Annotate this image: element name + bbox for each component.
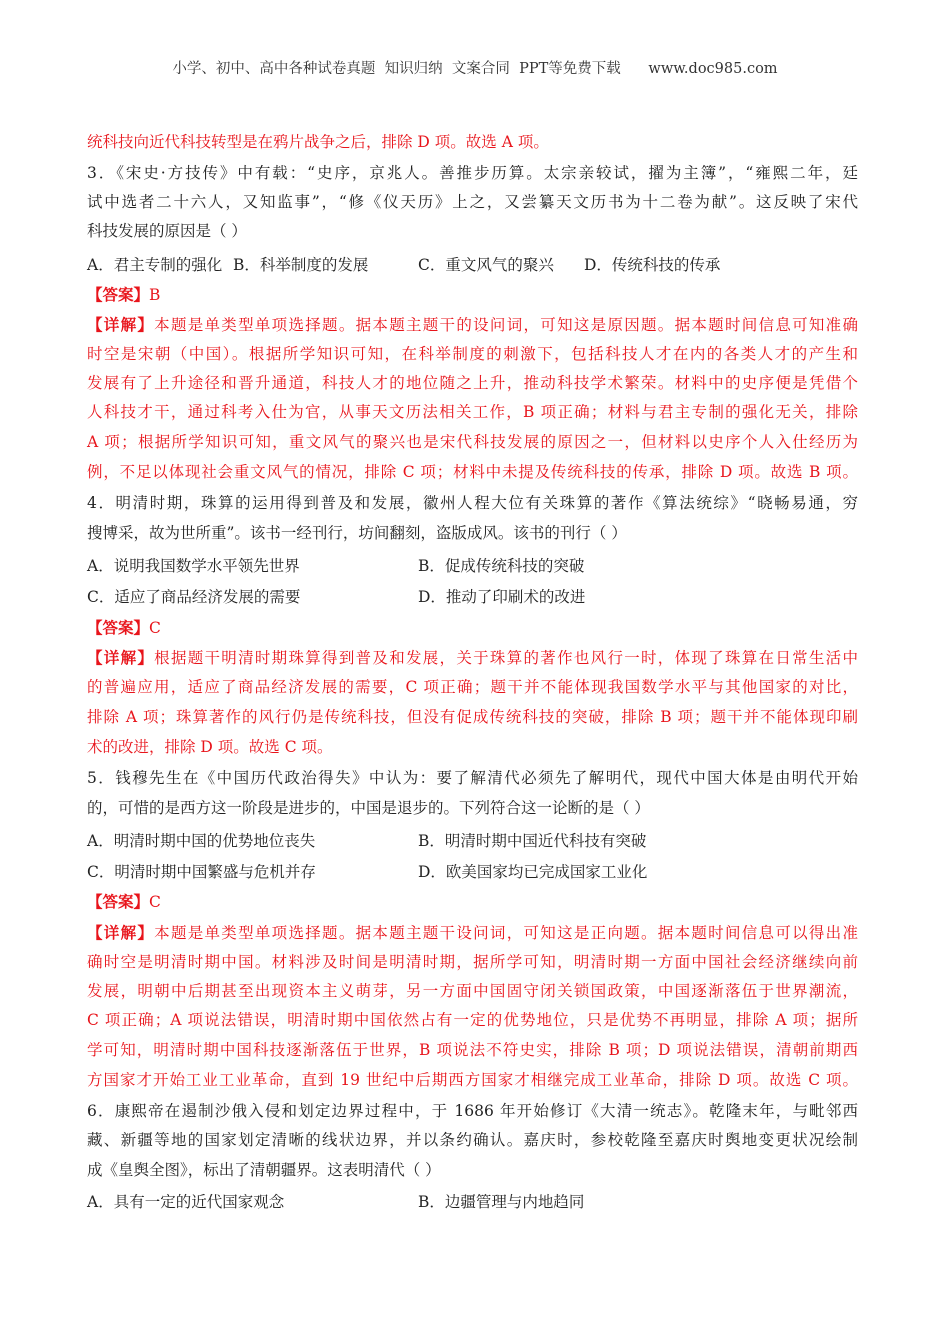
explanation-line — [87, 344, 858, 364]
option-b: D．推动了印刷术的改进 — [418, 588, 586, 606]
line-text: 学可知，明清时期中国科技逐渐落伍于世界，B 项说法不符史实，排除 B 项；D 项说法错误，清朝前期西 — [87, 1041, 858, 1059]
option-a: C．明清时期中国繁盛与危机并存 — [87, 863, 316, 881]
explanation-line — [87, 707, 858, 727]
question-line — [87, 768, 858, 788]
line-text: 发展有了上升途径和晋升通道，科技人才的地位随之上升，推动科技学术繁荣。材料中的史序便是凭借个 — [87, 374, 858, 392]
option-c: C．重文风气的聚兴 — [418, 256, 554, 274]
line-text: 方国家才开始工业工业革命，直到 19 世纪中后期西方国家才相继完成工业革命，排除 D 项。故选 C 项。 — [87, 1071, 858, 1089]
answer-line — [87, 892, 858, 912]
option-b: B．边疆管理与内地趋同 — [418, 1193, 585, 1211]
question-line — [87, 1160, 858, 1180]
page-header: 小学、初中、高中各种试卷真题 知识归纳 文案合同 PPT等免费下载 www.doc985.com — [172, 61, 778, 77]
question-line — [87, 192, 858, 212]
label-tag: 【详解】 — [87, 315, 155, 334]
question-line — [87, 221, 858, 241]
explanation-line — [87, 677, 858, 697]
explanation-line — [87, 132, 858, 152]
line-text: A 项；根据所学知识可知，重文风气的聚兴也是宋代科技发展的原因之一，但材料以史序个人入仕经历为 — [87, 433, 858, 451]
option-a: C．适应了商品经济发展的需要 — [87, 588, 301, 606]
line-text: 本题是单类型单项选择题。据本题主题干设问词，可知这是正向题。据本题时间信息可以得出准 — [154, 924, 858, 942]
line-text: 的普遍应用，适应了商品经济发展的需要，C 项正确；题干并不能体现我国数学水平与其他国家的对比， — [87, 678, 858, 696]
line-text: 统科技向近代科技转型是在鸦片战争之后，排除 D 项。故选 A 项。 — [87, 133, 549, 151]
line-text: 发展，明朝中后期甚至出现资本主义萌芽，另一方面中国固守闭关锁国政策，中国逐渐落伍于世界潮流， — [87, 982, 858, 1000]
line-text: 时空是宋朝（中国）。根据所学知识可知，在科举制度的刺激下，包括科技人才在内的各类人才的产生和 — [87, 345, 858, 363]
line-text: 3．《宋史·方技传》中有载：“史序，京兆人。善推步历算。太宗亲较试，擢为主簿”，“雍熙二年，廷 — [87, 164, 858, 182]
line-text: 4．明清时期，珠算的运用得到普及和发展，徽州人程大位有关珠算的著作《算法统综》“晓畅易通，穷 — [87, 494, 858, 512]
line-text: 搜博采，故为世所重”。该书一经刊行，坊间翻刻，盗版成风。该书的刊行（ ） — [87, 524, 627, 542]
line-text: 术的改进，排除 D 项。故选 C 项。 — [87, 738, 333, 756]
line-text: B — [149, 286, 161, 304]
question-line — [87, 1130, 858, 1150]
line-text: 藏、新疆等地的国家划定清晰的线状边界，并以条约确认。嘉庆时，参校乾隆至嘉庆时舆地变更状况绘制 — [87, 1131, 858, 1149]
line-text: 5．钱穆先生在《中国历代政治得失》中认为：要了解清代必须先了解明代，现代中国大体是由明代开始 — [87, 769, 858, 787]
line-text: 的，可惜的是西方这一阶段是进步的，中国是退步的。下列符合这一论断的是（ ） — [87, 799, 650, 817]
question-line — [87, 1101, 858, 1121]
line-text: 排除 A 项；珠算著作的风行仍是传统科技，但没有促成传统科技的突破，排除 B 项；题干并不能体现印刷 — [87, 708, 858, 726]
label-tag: 【答案】 — [87, 892, 150, 911]
explanation-line — [87, 737, 858, 757]
option-a: A．君主专制的强化 — [87, 256, 223, 274]
explanation-line — [87, 648, 858, 668]
explanation-line — [87, 462, 858, 482]
option-a: A．具有一定的近代国家观念 — [87, 1193, 285, 1211]
line-text: 确时空是明清时期中国。材料涉及时间是明清时期，据所学可知，明清时期一方面中国社会经济继续向前 — [87, 953, 858, 971]
explanation-line — [87, 402, 858, 422]
line-text: 成《皇舆全图》，标出了清朝疆界。这表明清代（ ） — [87, 1161, 441, 1179]
answer-line — [87, 285, 858, 305]
option-b: D．欧美国家均已完成国家工业化 — [418, 863, 648, 881]
explanation-line — [87, 923, 858, 943]
question-line — [87, 163, 858, 183]
explanation-line — [87, 981, 858, 1001]
option-a: A．说明我国数学水平领先世界 — [87, 557, 300, 575]
question-line — [87, 798, 858, 818]
line-text: 本题是单类型单项选择题。据本题主题干的设问词，可知这是原因题。据本题时间信息可知准确 — [154, 316, 858, 334]
line-text: 人科技才干，通过科考入仕为官，从事天文历法相关工作，B 项正确；材料与君主专制的强化无关，排除 — [87, 403, 858, 421]
line-text: 科技发展的原因是（ ） — [87, 222, 247, 240]
explanation-line — [87, 1040, 858, 1060]
option-b: B．明清时期中国近代科技有突破 — [418, 832, 647, 850]
explanation-line — [87, 373, 858, 393]
explanation-line — [87, 1010, 858, 1030]
option-b: B．促成传统科技的突破 — [418, 557, 585, 575]
question-line — [87, 493, 858, 513]
label-tag: 【答案】 — [87, 618, 150, 637]
line-text: C — [149, 619, 161, 637]
question-line — [87, 523, 858, 543]
option-d: D．传统科技的传承 — [584, 256, 721, 274]
line-text: 6．康熙帝在遏制沙俄入侵和划定边界过程中，于 1686 年开始修订《大清一统志》。乾隆末年，与毗邻西 — [87, 1102, 858, 1120]
line-text: C 项正确；A 项说法错误，明清时期中国依然占有一定的优势地位，只是优势不再明显，排除 A 项；据所 — [87, 1011, 858, 1029]
line-text: 例，不足以体现社会重文风气的情况，排除 C 项；材料中未提及传统科技的传承，排除 D 项。故选 B 项。 — [87, 463, 858, 481]
explanation-line — [87, 432, 858, 452]
line-text: 根据题干明清时期珠算得到普及和发展，关于珠算的著作也风行一时，体现了珠算在日常生活中 — [154, 649, 858, 667]
label-tag: 【详解】 — [87, 648, 155, 667]
explanation-line — [87, 315, 858, 335]
option-a: A．明清时期中国的优势地位丧失 — [87, 832, 316, 850]
line-text: 试中选者二十六人，又知监事”，“修《仪天历》上之，又尝纂天文历书为十二卷为献”。这反映了宋代 — [87, 193, 858, 211]
line-text: C — [149, 893, 161, 911]
explanation-line — [87, 952, 858, 972]
option-b: B．科举制度的发展 — [233, 256, 369, 274]
label-tag: 【答案】 — [87, 285, 150, 304]
answer-line — [87, 618, 858, 638]
explanation-line — [87, 1070, 858, 1090]
label-tag: 【详解】 — [87, 923, 155, 942]
